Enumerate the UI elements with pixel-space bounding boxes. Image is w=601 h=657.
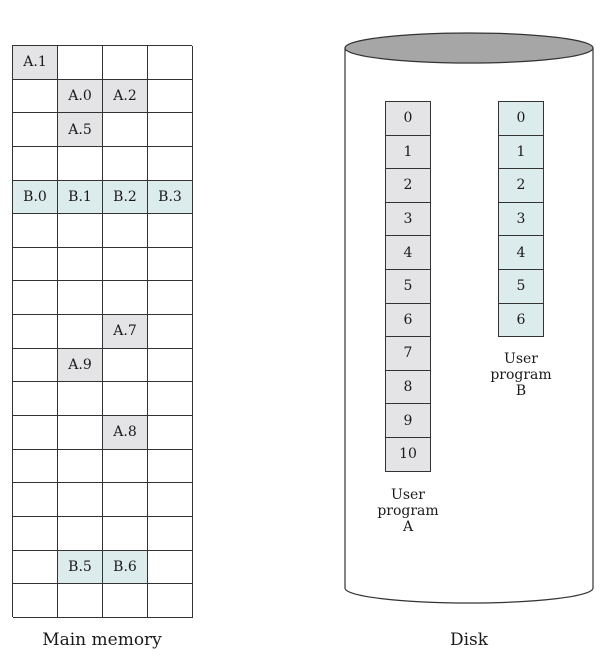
memory-frame bbox=[13, 281, 58, 315]
memory-frame bbox=[148, 382, 193, 416]
memory-frame bbox=[13, 315, 58, 349]
program-page: 6 bbox=[499, 304, 544, 338]
program-page: 3 bbox=[386, 203, 431, 237]
memory-frame bbox=[148, 214, 193, 248]
memory-frame bbox=[58, 315, 103, 349]
memory-frame bbox=[148, 483, 193, 517]
label-line: User bbox=[504, 351, 538, 367]
memory-frame bbox=[148, 46, 193, 80]
memory-frame bbox=[148, 517, 193, 551]
memory-frame bbox=[148, 584, 193, 618]
memory-frame: A.9 bbox=[58, 349, 103, 383]
memory-frame bbox=[58, 248, 103, 282]
label-line: program bbox=[377, 503, 439, 519]
label-line: B bbox=[515, 383, 527, 399]
memory-frame: B.3 bbox=[148, 181, 193, 215]
label-line: User bbox=[391, 487, 425, 503]
memory-frame: B.1 bbox=[58, 181, 103, 215]
memory-frame: A.8 bbox=[103, 416, 148, 450]
program-page: 0 bbox=[386, 102, 431, 136]
memory-frame bbox=[148, 113, 193, 147]
memory-frame bbox=[13, 80, 58, 114]
memory-frame bbox=[58, 416, 103, 450]
program-page: 5 bbox=[386, 270, 431, 304]
disk-top bbox=[345, 33, 593, 63]
memory-frame bbox=[103, 248, 148, 282]
memory-frame: A.7 bbox=[103, 315, 148, 349]
program-page: 7 bbox=[386, 337, 431, 371]
program-page: 0 bbox=[499, 102, 544, 136]
program-page: 9 bbox=[386, 404, 431, 438]
memory-frame bbox=[103, 113, 148, 147]
memory-frame bbox=[103, 584, 148, 618]
memory-frame bbox=[103, 46, 148, 80]
memory-frame bbox=[13, 248, 58, 282]
memory-frame bbox=[148, 248, 193, 282]
memory-frame bbox=[103, 214, 148, 248]
memory-frame bbox=[103, 147, 148, 181]
memory-frame bbox=[103, 281, 148, 315]
main-memory-grid bbox=[12, 45, 192, 617]
memory-frame bbox=[148, 315, 193, 349]
program-page: 1 bbox=[499, 136, 544, 170]
memory-frame bbox=[103, 517, 148, 551]
memory-frame bbox=[58, 382, 103, 416]
memory-frame: B.2 bbox=[103, 181, 148, 215]
memory-frame: A.5 bbox=[58, 113, 103, 147]
user-program-b-label bbox=[481, 351, 561, 399]
memory-frame bbox=[58, 483, 103, 517]
memory-frame bbox=[13, 584, 58, 618]
label-line: program bbox=[490, 367, 552, 383]
memory-frame bbox=[13, 113, 58, 147]
memory-frame bbox=[13, 349, 58, 383]
memory-frame bbox=[13, 214, 58, 248]
memory-frame bbox=[58, 450, 103, 484]
user-program-b-pages bbox=[498, 101, 544, 337]
memory-frame bbox=[103, 349, 148, 383]
memory-frame bbox=[148, 551, 193, 585]
program-page: 4 bbox=[386, 236, 431, 270]
memory-frame bbox=[58, 214, 103, 248]
memory-frame bbox=[58, 584, 103, 618]
memory-frame bbox=[13, 416, 58, 450]
memory-frame bbox=[58, 46, 103, 80]
program-page: 6 bbox=[386, 304, 431, 338]
memory-frame bbox=[13, 517, 58, 551]
program-page: 3 bbox=[499, 203, 544, 237]
program-page: 8 bbox=[386, 371, 431, 405]
memory-frame bbox=[13, 147, 58, 181]
memory-frame bbox=[103, 483, 148, 517]
disk-caption: Disk bbox=[449, 630, 489, 650]
memory-frame bbox=[148, 450, 193, 484]
memory-frame bbox=[148, 147, 193, 181]
memory-frame: B.5 bbox=[58, 551, 103, 585]
label-line: A bbox=[402, 519, 414, 535]
program-page: 5 bbox=[499, 270, 544, 304]
memory-frame: B.0 bbox=[13, 181, 58, 215]
memory-frame bbox=[13, 483, 58, 517]
memory-frame: B.6 bbox=[103, 551, 148, 585]
user-program-a-pages bbox=[385, 101, 431, 472]
program-page: 10 bbox=[386, 438, 431, 472]
user-program-a-label bbox=[368, 487, 448, 535]
memory-frame bbox=[148, 281, 193, 315]
program-page: 4 bbox=[499, 236, 544, 270]
memory-frame bbox=[58, 147, 103, 181]
memory-frame bbox=[148, 416, 193, 450]
memory-frame bbox=[58, 281, 103, 315]
memory-frame bbox=[103, 450, 148, 484]
memory-frame: A.1 bbox=[13, 46, 58, 80]
program-page: 1 bbox=[386, 136, 431, 170]
memory-frame bbox=[13, 382, 58, 416]
memory-frame: A.2 bbox=[103, 80, 148, 114]
memory-frame bbox=[13, 450, 58, 484]
program-page: 2 bbox=[386, 169, 431, 203]
memory-frame: A.0 bbox=[58, 80, 103, 114]
main-memory-caption: Main memory bbox=[42, 630, 162, 650]
memory-frame bbox=[103, 382, 148, 416]
memory-frame bbox=[148, 80, 193, 114]
program-page: 2 bbox=[499, 169, 544, 203]
memory-frame bbox=[148, 349, 193, 383]
memory-frame bbox=[13, 551, 58, 585]
memory-frame bbox=[58, 517, 103, 551]
